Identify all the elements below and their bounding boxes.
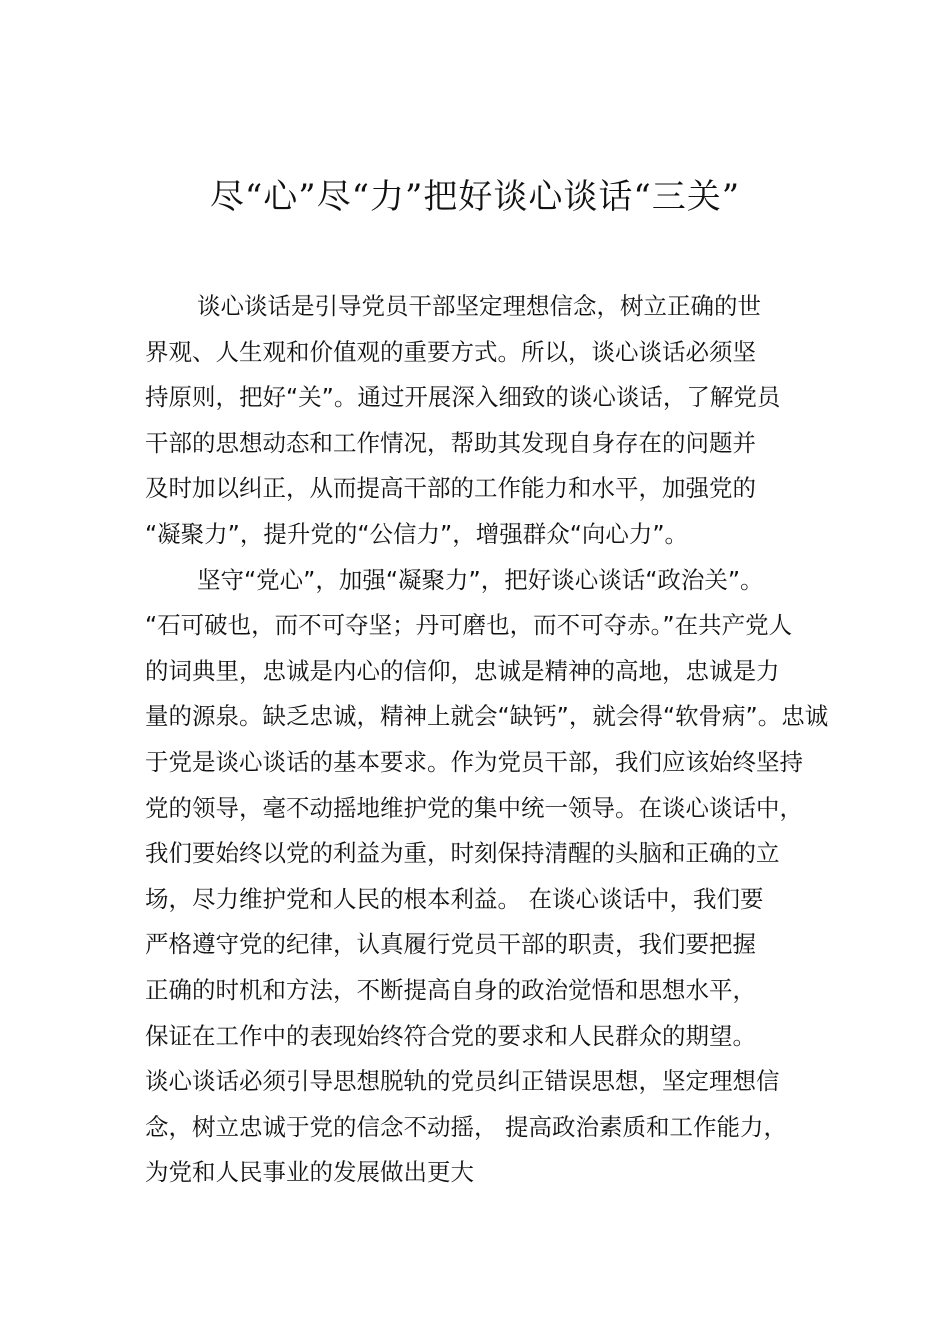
paragraph-2-line-2: “石可破也，而不可夺坚；丹可磨也，而不可夺赤。”在共产党人 [145,611,793,640]
paragraph-2-line-14: 为党和人民事业的发展做出更大 [145,1158,474,1187]
paragraph-1-line-5: 及时加以纠正，从而提高干部的工作能力和水平，加强党的 [145,474,756,503]
paragraph-2-line-9: 严格遵守党的纪律，认真履行党员干部的职责，我们要把握 [145,930,756,959]
paragraph-2-line-6: 党的领导，毫不动摇地维护党的集中统一领导。在谈心谈话中， [145,793,803,822]
paragraph-2-line-8: 场，尽力维护党和人民的根本利益。 在谈心谈话中，我们要 [145,884,764,913]
paragraph-2-line-3: 的词典里，忠诚是内心的信仰，忠诚是精神的高地，忠诚是力 [145,656,780,685]
document-body [145,284,833,1196]
paragraph-1-line-4: 干部的思想动态和工作情况，帮助其发现自身存在的问题并 [145,428,756,457]
paragraph-2-line-11: 保证在工作中的表现始终符合党的要求和人民群众的期望。 [145,1021,756,1050]
paragraph-1-line-3: 持原则，把好“关”。通过开展深入细致的谈心谈话，了解党员 [145,383,781,412]
document-title: 尽“心”尽“力”把好谈心谈话“三关” [209,177,741,217]
paragraph-2-line-4: 量的源泉。缺乏忠诚，精神上就会“缺钙”，就会得“软骨病”。忠诚 [145,702,829,731]
paragraph-2-line-10: 正确的时机和方法，不断提高自身的政治觉悟和思想水平， [145,975,756,1004]
paragraph-1-line-6: “凝聚力”，提升党的“公信力”，增强群众“向心力”。 [145,519,689,548]
paragraph-2-line-13: 念，树立忠诚于党的信念不动摇， 提高政治素质和工作能力， [145,1112,787,1141]
paragraph-1-line-1: 谈心谈话是引导党员干部坚定理想信念，树立正确的世 [197,292,761,320]
paragraph-2-line-12: 谈心谈话必须引导思想脱轨的党员纠正错误思想，坚定理想信 [145,1067,780,1096]
paragraph-2-line-7: 我们要始终以党的利益为重，时刻保持清醒的头脑和正确的立 [145,839,780,868]
paragraph-2-line-1: 坚守“党心”，加强“凝聚力”，把好谈心谈话“政治关”。 [197,565,764,594]
paragraph-2-line-5: 于党是谈心谈话的基本要求。作为党员干部，我们应该始终坚持 [145,747,803,776]
paragraph-1-line-2: 界观、人生观和价值观的重要方式。所以，谈心谈话必须坚 [145,337,756,366]
